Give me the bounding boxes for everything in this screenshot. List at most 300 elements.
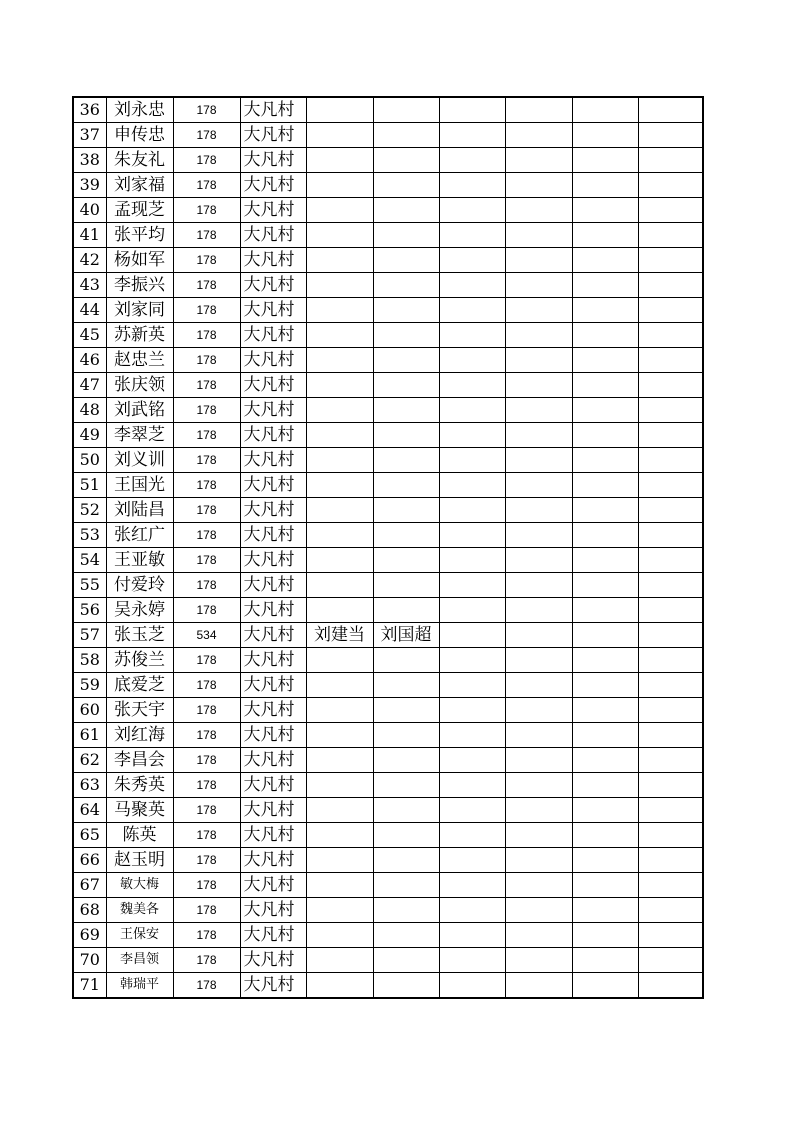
name-cell: 刘武铭 <box>106 398 173 423</box>
row-index-cell: 61 <box>73 723 106 748</box>
amount-cell: 178 <box>173 573 240 598</box>
amount-cell: 178 <box>173 173 240 198</box>
empty-cell <box>439 298 505 323</box>
empty-cell <box>439 748 505 773</box>
empty-cell <box>572 423 638 448</box>
amount-cell: 178 <box>173 198 240 223</box>
empty-cell <box>439 548 505 573</box>
empty-cell <box>505 698 572 723</box>
village-cell: 大凡村 <box>240 948 306 973</box>
empty-cell <box>505 623 572 648</box>
empty-cell <box>505 573 572 598</box>
empty-cell <box>572 97 638 123</box>
amount-cell: 178 <box>173 223 240 248</box>
row-index-cell: 52 <box>73 498 106 523</box>
extra-name-cell-1 <box>306 523 373 548</box>
empty-cell <box>439 173 505 198</box>
extra-name-cell-2 <box>373 523 439 548</box>
empty-cell <box>572 748 638 773</box>
row-index-cell: 47 <box>73 373 106 398</box>
empty-cell <box>505 248 572 273</box>
empty-cell <box>638 898 703 923</box>
table-row <box>73 423 703 448</box>
name-cell: 张红广 <box>106 523 173 548</box>
table-row <box>73 823 703 848</box>
extra-name-cell-2 <box>373 248 439 273</box>
row-index-cell: 66 <box>73 848 106 873</box>
name-cell: 赵玉明 <box>106 848 173 873</box>
name-cell: 苏俊兰 <box>106 648 173 673</box>
empty-cell <box>505 848 572 873</box>
extra-name-cell-2 <box>373 598 439 623</box>
name-cell: 付爱玲 <box>106 573 173 598</box>
village-cell: 大凡村 <box>240 97 306 123</box>
row-index-cell: 69 <box>73 923 106 948</box>
row-index-cell: 44 <box>73 298 106 323</box>
row-index-cell: 53 <box>73 523 106 548</box>
name-cell: 刘家同 <box>106 298 173 323</box>
table-row <box>73 973 703 999</box>
row-index-cell: 62 <box>73 748 106 773</box>
empty-cell <box>572 873 638 898</box>
roster-table <box>72 96 704 999</box>
empty-cell <box>638 223 703 248</box>
village-cell: 大凡村 <box>240 273 306 298</box>
empty-cell <box>439 273 505 298</box>
empty-cell <box>638 273 703 298</box>
village-cell: 大凡村 <box>240 823 306 848</box>
empty-cell <box>572 223 638 248</box>
row-index-cell: 36 <box>73 97 106 123</box>
table-row <box>73 248 703 273</box>
village-cell: 大凡村 <box>240 423 306 448</box>
extra-name-cell-1 <box>306 97 373 123</box>
amount-cell: 178 <box>173 523 240 548</box>
name-cell: 敏大梅 <box>106 873 173 898</box>
extra-name-cell-2 <box>373 97 439 123</box>
table-row <box>73 223 703 248</box>
empty-cell <box>638 473 703 498</box>
name-cell: 底爱芝 <box>106 673 173 698</box>
empty-cell <box>638 298 703 323</box>
empty-cell <box>638 498 703 523</box>
table-row <box>73 673 703 698</box>
table-row <box>73 273 703 298</box>
empty-cell <box>572 448 638 473</box>
empty-cell <box>572 648 638 673</box>
amount-cell: 178 <box>173 323 240 348</box>
amount-cell: 178 <box>173 698 240 723</box>
amount-cell: 178 <box>173 298 240 323</box>
row-index-cell: 50 <box>73 448 106 473</box>
empty-cell <box>572 248 638 273</box>
empty-cell <box>439 973 505 999</box>
empty-cell <box>638 773 703 798</box>
row-index-cell: 41 <box>73 223 106 248</box>
village-cell: 大凡村 <box>240 223 306 248</box>
amount-cell: 534 <box>173 623 240 648</box>
row-index-cell: 70 <box>73 948 106 973</box>
empty-cell <box>572 798 638 823</box>
empty-cell <box>505 148 572 173</box>
table-row <box>73 198 703 223</box>
name-cell: 刘家福 <box>106 173 173 198</box>
empty-cell <box>572 148 638 173</box>
empty-cell <box>439 473 505 498</box>
extra-name-cell-1 <box>306 848 373 873</box>
extra-name-cell-2 <box>373 398 439 423</box>
empty-cell <box>572 323 638 348</box>
table-row <box>73 148 703 173</box>
empty-cell <box>439 248 505 273</box>
extra-name-cell-2 <box>373 898 439 923</box>
table-row <box>73 848 703 873</box>
name-cell: 朱友礼 <box>106 148 173 173</box>
name-cell: 王保安 <box>106 923 173 948</box>
extra-name-cell-2 <box>373 498 439 523</box>
table-row <box>73 723 703 748</box>
name-cell: 张平均 <box>106 223 173 248</box>
empty-cell <box>505 273 572 298</box>
name-cell: 刘陆昌 <box>106 498 173 523</box>
extra-name-cell-1 <box>306 248 373 273</box>
extra-name-cell-2 <box>373 298 439 323</box>
village-cell: 大凡村 <box>240 448 306 473</box>
row-index-cell: 65 <box>73 823 106 848</box>
empty-cell <box>572 673 638 698</box>
extra-name-cell-2 <box>373 848 439 873</box>
extra-name-cell-1 <box>306 948 373 973</box>
empty-cell <box>439 348 505 373</box>
village-cell: 大凡村 <box>240 373 306 398</box>
amount-cell: 178 <box>173 473 240 498</box>
extra-name-cell-1 <box>306 798 373 823</box>
empty-cell <box>505 198 572 223</box>
row-index-cell: 39 <box>73 173 106 198</box>
empty-cell <box>572 948 638 973</box>
extra-name-cell-2 <box>373 948 439 973</box>
row-index-cell: 63 <box>73 773 106 798</box>
empty-cell <box>505 548 572 573</box>
row-index-cell: 60 <box>73 698 106 723</box>
village-cell: 大凡村 <box>240 798 306 823</box>
empty-cell <box>638 598 703 623</box>
amount-cell: 178 <box>173 373 240 398</box>
empty-cell <box>638 623 703 648</box>
extra-name-cell-1 <box>306 723 373 748</box>
empty-cell <box>505 298 572 323</box>
name-cell: 刘义训 <box>106 448 173 473</box>
extra-name-cell-1 <box>306 373 373 398</box>
table-row <box>73 773 703 798</box>
empty-cell <box>439 373 505 398</box>
empty-cell <box>638 448 703 473</box>
extra-name-cell-2 <box>373 273 439 298</box>
empty-cell <box>572 523 638 548</box>
empty-cell <box>638 723 703 748</box>
empty-cell <box>572 473 638 498</box>
empty-cell <box>439 573 505 598</box>
empty-cell <box>572 898 638 923</box>
village-cell: 大凡村 <box>240 173 306 198</box>
empty-cell <box>505 498 572 523</box>
empty-cell <box>572 923 638 948</box>
extra-name-cell-1 <box>306 648 373 673</box>
extra-name-cell-1 <box>306 473 373 498</box>
extra-name-cell-2 <box>373 573 439 598</box>
extra-name-cell-1 <box>306 448 373 473</box>
empty-cell <box>439 923 505 948</box>
table-row <box>73 123 703 148</box>
extra-name-cell-1 <box>306 148 373 173</box>
empty-cell <box>439 723 505 748</box>
extra-name-cell-2 <box>373 923 439 948</box>
table-row <box>73 373 703 398</box>
name-cell: 李翠芝 <box>106 423 173 448</box>
extra-name-cell-1 <box>306 423 373 448</box>
empty-cell <box>505 898 572 923</box>
empty-cell <box>439 648 505 673</box>
empty-cell <box>439 823 505 848</box>
empty-cell <box>572 623 638 648</box>
extra-name-cell-2 <box>373 223 439 248</box>
name-cell: 马聚英 <box>106 798 173 823</box>
village-cell: 大凡村 <box>240 148 306 173</box>
name-cell: 申传忠 <box>106 123 173 148</box>
empty-cell <box>638 848 703 873</box>
empty-cell <box>638 398 703 423</box>
name-cell: 孟现芝 <box>106 198 173 223</box>
amount-cell: 178 <box>173 673 240 698</box>
row-index-cell: 43 <box>73 273 106 298</box>
name-cell: 苏新英 <box>106 323 173 348</box>
name-cell: 李昌领 <box>106 948 173 973</box>
empty-cell <box>638 423 703 448</box>
village-cell: 大凡村 <box>240 748 306 773</box>
empty-cell <box>505 873 572 898</box>
name-cell: 魏美各 <box>106 898 173 923</box>
table-row <box>73 898 703 923</box>
table-row <box>73 323 703 348</box>
empty-cell <box>638 748 703 773</box>
empty-cell <box>505 348 572 373</box>
extra-name-cell-2 <box>373 348 439 373</box>
empty-cell <box>572 173 638 198</box>
empty-cell <box>638 548 703 573</box>
empty-cell <box>505 798 572 823</box>
village-cell: 大凡村 <box>240 498 306 523</box>
empty-cell <box>638 123 703 148</box>
empty-cell <box>439 323 505 348</box>
empty-cell <box>439 97 505 123</box>
name-cell: 刘永忠 <box>106 97 173 123</box>
empty-cell <box>572 498 638 523</box>
village-cell: 大凡村 <box>240 673 306 698</box>
table-row <box>73 498 703 523</box>
empty-cell <box>439 898 505 923</box>
empty-cell <box>439 698 505 723</box>
table-row <box>73 448 703 473</box>
village-cell: 大凡村 <box>240 523 306 548</box>
amount-cell: 178 <box>173 248 240 273</box>
empty-cell <box>572 573 638 598</box>
empty-cell <box>638 948 703 973</box>
village-cell: 大凡村 <box>240 398 306 423</box>
amount-cell: 178 <box>173 973 240 999</box>
empty-cell <box>439 198 505 223</box>
empty-cell <box>572 198 638 223</box>
amount-cell: 178 <box>173 498 240 523</box>
village-cell: 大凡村 <box>240 548 306 573</box>
extra-name-cell-2 <box>373 648 439 673</box>
extra-name-cell-1 <box>306 873 373 898</box>
empty-cell <box>572 773 638 798</box>
table-row <box>73 623 703 648</box>
empty-cell <box>505 773 572 798</box>
row-index-cell: 45 <box>73 323 106 348</box>
village-cell: 大凡村 <box>240 473 306 498</box>
table-row <box>73 398 703 423</box>
extra-name-cell-1 <box>306 298 373 323</box>
table-row <box>73 698 703 723</box>
amount-cell: 178 <box>173 448 240 473</box>
empty-cell <box>505 173 572 198</box>
extra-name-cell-1: 刘建当 <box>306 623 373 648</box>
row-index-cell: 46 <box>73 348 106 373</box>
empty-cell <box>505 923 572 948</box>
empty-cell <box>505 123 572 148</box>
empty-cell <box>439 123 505 148</box>
empty-cell <box>505 448 572 473</box>
empty-cell <box>638 698 703 723</box>
village-cell: 大凡村 <box>240 923 306 948</box>
extra-name-cell-1 <box>306 173 373 198</box>
row-index-cell: 55 <box>73 573 106 598</box>
empty-cell <box>572 298 638 323</box>
row-index-cell: 67 <box>73 873 106 898</box>
village-cell: 大凡村 <box>240 773 306 798</box>
extra-name-cell-2 <box>373 673 439 698</box>
empty-cell <box>638 823 703 848</box>
name-cell: 王亚敏 <box>106 548 173 573</box>
extra-name-cell-2 <box>373 373 439 398</box>
empty-cell <box>439 773 505 798</box>
empty-cell <box>439 598 505 623</box>
table-row <box>73 648 703 673</box>
name-cell: 张天宇 <box>106 698 173 723</box>
extra-name-cell-1 <box>306 973 373 999</box>
extra-name-cell-1 <box>306 198 373 223</box>
row-index-cell: 42 <box>73 248 106 273</box>
extra-name-cell-2 <box>373 123 439 148</box>
table-row <box>73 173 703 198</box>
empty-cell <box>638 648 703 673</box>
amount-cell: 178 <box>173 898 240 923</box>
name-cell: 李振兴 <box>106 273 173 298</box>
village-cell: 大凡村 <box>240 248 306 273</box>
extra-name-cell-2 <box>373 973 439 999</box>
empty-cell <box>505 948 572 973</box>
extra-name-cell-1 <box>306 823 373 848</box>
extra-name-cell-1 <box>306 673 373 698</box>
row-index-cell: 58 <box>73 648 106 673</box>
row-index-cell: 59 <box>73 673 106 698</box>
empty-cell <box>439 848 505 873</box>
empty-cell <box>505 748 572 773</box>
row-index-cell: 68 <box>73 898 106 923</box>
extra-name-cell-2 <box>373 198 439 223</box>
village-cell: 大凡村 <box>240 198 306 223</box>
name-cell: 刘红海 <box>106 723 173 748</box>
amount-cell: 178 <box>173 848 240 873</box>
empty-cell <box>505 223 572 248</box>
table-row <box>73 573 703 598</box>
extra-name-cell-2 <box>373 773 439 798</box>
village-cell: 大凡村 <box>240 623 306 648</box>
row-index-cell: 54 <box>73 548 106 573</box>
row-index-cell: 48 <box>73 398 106 423</box>
empty-cell <box>572 698 638 723</box>
amount-cell: 178 <box>173 923 240 948</box>
village-cell: 大凡村 <box>240 698 306 723</box>
name-cell: 吴永婷 <box>106 598 173 623</box>
amount-cell: 178 <box>173 723 240 748</box>
extra-name-cell-1 <box>306 598 373 623</box>
village-cell: 大凡村 <box>240 598 306 623</box>
empty-cell <box>505 973 572 999</box>
extra-name-cell-2: 刘国超 <box>373 623 439 648</box>
village-cell: 大凡村 <box>240 573 306 598</box>
empty-cell <box>439 498 505 523</box>
village-cell: 大凡村 <box>240 898 306 923</box>
table-row <box>73 748 703 773</box>
empty-cell <box>505 648 572 673</box>
table-row <box>73 548 703 573</box>
empty-cell <box>638 673 703 698</box>
empty-cell <box>638 573 703 598</box>
empty-cell <box>439 148 505 173</box>
amount-cell: 178 <box>173 273 240 298</box>
empty-cell <box>638 248 703 273</box>
extra-name-cell-2 <box>373 473 439 498</box>
empty-cell <box>505 823 572 848</box>
empty-cell <box>505 473 572 498</box>
extra-name-cell-2 <box>373 798 439 823</box>
extra-name-cell-2 <box>373 823 439 848</box>
name-cell: 韩瑞平 <box>106 973 173 999</box>
empty-cell <box>439 423 505 448</box>
extra-name-cell-2 <box>373 448 439 473</box>
table-row <box>73 523 703 548</box>
village-cell: 大凡村 <box>240 873 306 898</box>
empty-cell <box>572 398 638 423</box>
row-index-cell: 64 <box>73 798 106 823</box>
village-cell: 大凡村 <box>240 848 306 873</box>
extra-name-cell-2 <box>373 748 439 773</box>
empty-cell <box>638 373 703 398</box>
empty-cell <box>505 598 572 623</box>
empty-cell <box>638 798 703 823</box>
village-cell: 大凡村 <box>240 298 306 323</box>
empty-cell <box>572 123 638 148</box>
name-cell: 张庆领 <box>106 373 173 398</box>
name-cell: 张玉芝 <box>106 623 173 648</box>
empty-cell <box>572 823 638 848</box>
name-cell: 李昌会 <box>106 748 173 773</box>
empty-cell <box>638 173 703 198</box>
extra-name-cell-1 <box>306 498 373 523</box>
extra-name-cell-1 <box>306 398 373 423</box>
